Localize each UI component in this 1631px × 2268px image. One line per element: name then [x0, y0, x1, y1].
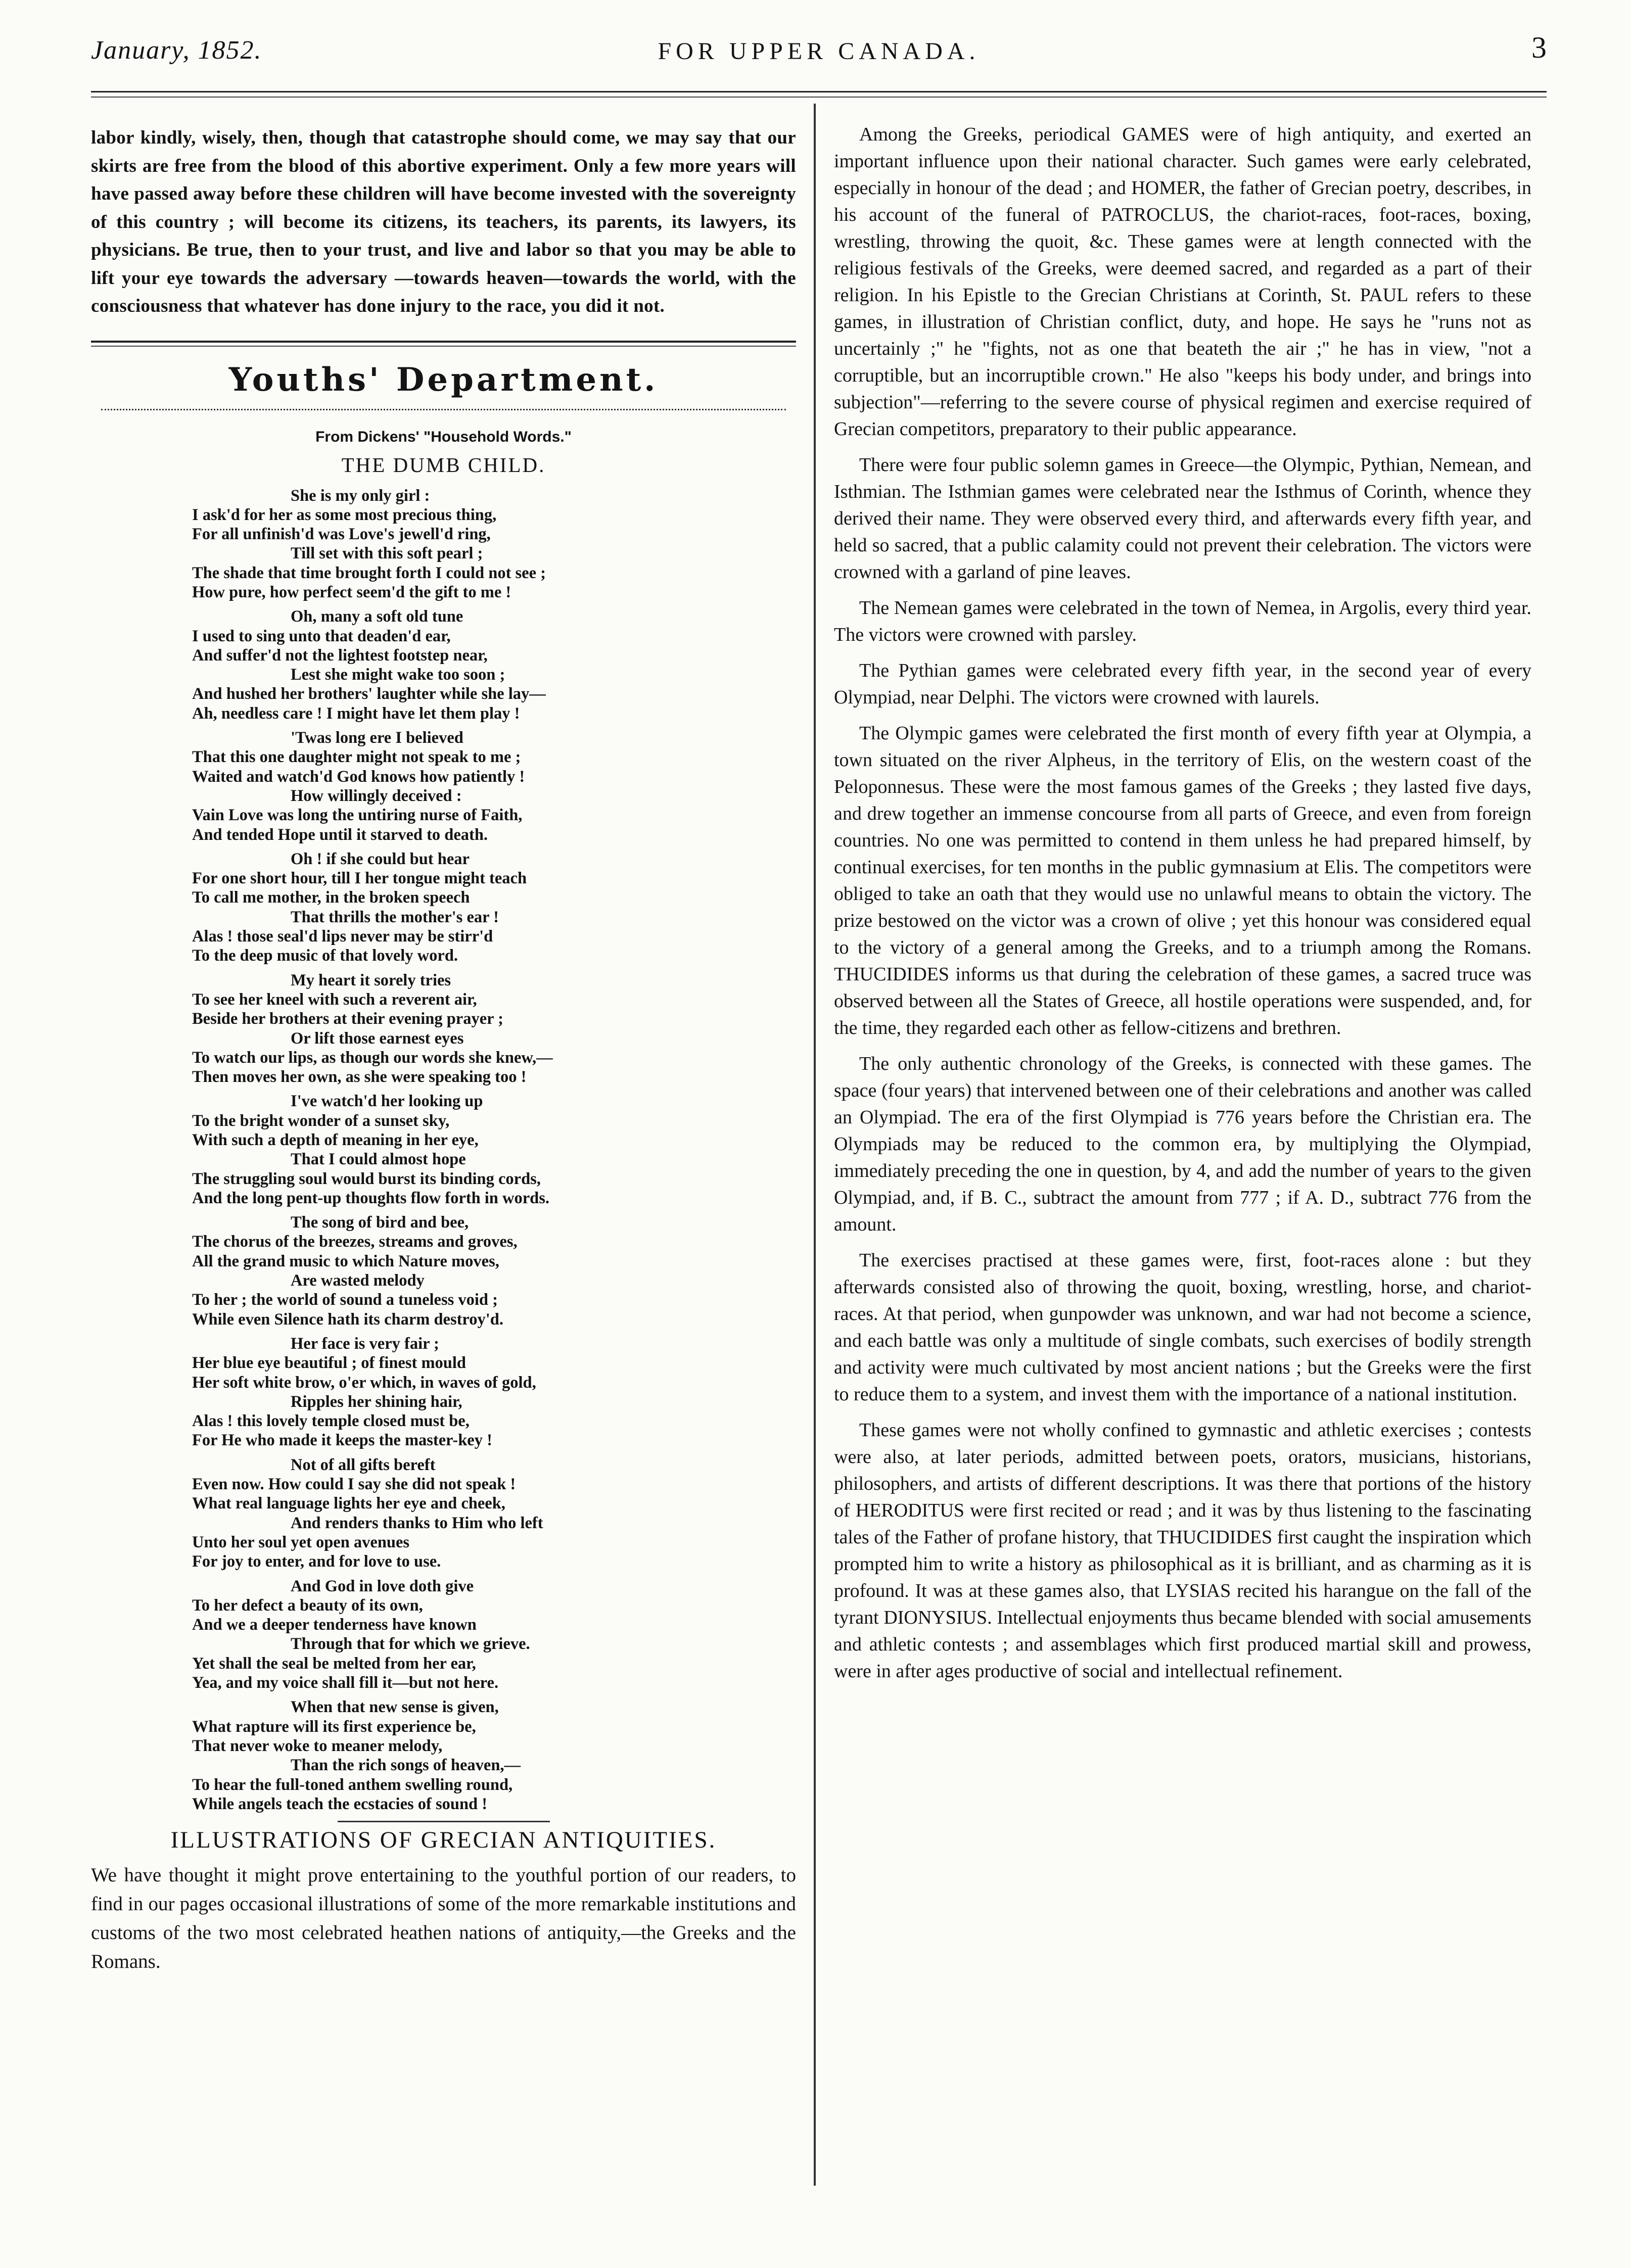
poem-line: When that new sense is given, [291, 1698, 499, 1717]
poem-line: I used to sing unto that deaden'd ear, [192, 627, 451, 645]
poem-line: To the deep music of that lovely word. [192, 947, 458, 965]
poem-line: Then moves her own, as she were speaking too ! [192, 1068, 527, 1086]
wavy-rule [101, 402, 786, 410]
poem-line: Or lift those earnest eyes [291, 1029, 464, 1048]
poem-line: Unto her soul yet open avenues [192, 1533, 410, 1551]
poem-line: Waited and watch'd God knows how patiently ! [192, 767, 525, 786]
article-paragraph: The only authentic chronology of the Greeks, is connected with these games. The space (four years) that intervened between one of their celebrations and another was called an Olympiad. The era of the first Olympiad is 776 years before the Christian era. The Olympiads may be reduced to the common era, by multiplying the Olympiad, immediately preceding the one in question, by 4, and add the number of years to the given Olympiad, and, if B. C., subtract the amount from 777 ; if A. D., subtract 776 from the amount. [834, 1053, 1531, 1235]
poem-stanza [192, 1697, 773, 1814]
poem-line: And hushed her brothers' laughter while she lay— [192, 685, 546, 703]
article-paragraph: The exercises practised at these games were, first, foot-races alone : but they afterwards consisted also of throwing the quoit, boxing, wrestling, horse, and chariot-races. At that period, when gunpowder was unknown, and war had not become a science, and each battle was only a multitude of single combats, such exercises of bodily strength and activity were much cultivated by most ancient nations ; but the Greeks were the first to reduce them to a system, and invest them with the importance of a national institution. [834, 1250, 1531, 1405]
poem-line: Ah, needless care ! I might have let them play ! [192, 704, 520, 723]
poem-line: Oh ! if she could but hear [291, 849, 470, 868]
poem-line: To the bright wonder of a sunset sky, [192, 1111, 450, 1130]
header-date: January, 1852. [91, 36, 262, 65]
column-divider [814, 104, 816, 2186]
poem-line: Than the rich songs of heaven,— [291, 1756, 521, 1775]
poem-line: Vain Love was long the untiring nurse of Faith, [192, 806, 523, 825]
left-column [91, 124, 796, 1976]
poem-stanza [192, 1334, 773, 1450]
essay-paragraph: labor kindly, wisely, then, though that catastrophe should come, we may say that our skirts are free from the blood of this abortive experiment. Only a few more years will have passed away before these children will have become invested with the sovereignty of this country ; will become its citizens, its teachers, its parents, its lawyers, its physicians. Be true, then to your trust, and live and labor so that you may be able to lift your eye towards the adversary —towards heaven—towards the world, with the consciousness that whatever has done injury to the race, you did it not. [91, 127, 796, 316]
antiquities-intro [91, 1861, 796, 1976]
poem-stanza [192, 1577, 773, 1693]
poem-line: Lest she might wake too soon ; [291, 666, 505, 684]
poem-line: While angels teach the ecstacies of sound ! [192, 1794, 488, 1813]
poem-line: The shade that time brought forth I could not see ; [192, 563, 546, 582]
poem-line: The song of bird and bee, [291, 1213, 469, 1232]
poem-line: Even now. How could I say she did not speak ! [192, 1475, 516, 1494]
article-paragraph: The Pythian games were celebrated every fifth year, in the second year of every Olympiad, near Delphi. The victors were crowned with laurels. [834, 660, 1531, 708]
poem-line: I ask'd for her as some most precious thing, [192, 505, 497, 524]
poem-stanza [192, 1455, 773, 1572]
poem-stanza [192, 1092, 773, 1208]
poem-source: From Dickens' "Household Words." [315, 428, 572, 445]
poem-stanza [192, 607, 773, 723]
poem-title: THE DUMB CHILD. [341, 453, 546, 477]
article-paragraph: Among the Greeks, periodical GAMES were of high antiquity, and exerted an important influence upon their national character. Such games were early celebrated, especially in honour of the dead ; and HOMER, the father of Grecian poetry, describes, in his account of the funeral of PATROCLUS, the chariot-races, foot-races, boxing, wrestling, throwing the quoit, &c. These games were at length connected with the religious festivals of the Greeks, were deemed sacred, and regarded as a part of their religion. In his Epistle to the Grecian Christians at Corinth, St. PAUL refers to these games, in illustration of Christian conflict, duty, and hope. He says he "runs not as uncertainly ;" he "fights, not as one that beateth the air ;" he has in view, "not a corruptible, but an incorruptible crown." He also "keeps his body under, and brings into subjection"—referring to the severe course of physical regimen and exercise required of Grecian competitors, preparatory to their public appearance. [834, 124, 1531, 440]
right-column [834, 121, 1531, 1694]
poem-line: For all unfinish'd was Love's jewell'd ring, [192, 525, 491, 544]
poem-line: Alas ! this lovely temple closed must be, [192, 1412, 470, 1431]
poem-line: And suffer'd not the lightest footstep near, [192, 646, 488, 665]
article-paragraph: The Nemean games were celebrated in the town of Nemea, in Argolis, every third year. The victors were crowned with parsley. [834, 597, 1531, 645]
poem-line: My heart it sorely tries [291, 971, 451, 989]
poem-line: To call me mother, in the broken speech [192, 888, 470, 907]
poem-line: Are wasted melody [291, 1271, 425, 1290]
poem-line: Till set with this soft pearl ; [291, 544, 483, 563]
poem-line: For joy to enter, and for love to use. [192, 1552, 441, 1571]
section-rule [91, 341, 796, 347]
poem-line: All the grand music to which Nature moves, [192, 1252, 499, 1270]
poem-line: To see her kneel with such a reverent air, [192, 990, 477, 1009]
intro-paragraph: We have thought it might prove entertaining to the youthful portion of our readers, to find in our pages occasional illustrations of some of the more remarkable institutions and customs of the two most celebrated heathen nations of antiquity,—the Greeks and the Romans. [91, 1864, 796, 1973]
poem-line: What real language lights her eye and cheek, [192, 1494, 505, 1513]
header-rule [91, 91, 1547, 98]
poem-line: That thrills the mother's ear ! [291, 908, 499, 926]
article-paragraph: The Olympic games were celebrated the first month of every fifth year at Olympia, a town situated on the river Alpheus, in the territory of Elis, on the western coast of the Peloponnesus. These were the most famous games of the Greeks ; they lasted five days, and drew together an immense concourse from all parts of Greece, and even from foreign countries. No one was permitted to contend in them unless he had prepared himself, by continual exercises, for ten months in the public gymnasium at Elis. The competitors were obliged to take an oath that they would use no unlawful means to obtain the victory. The prize bestowed on the victor was a crown of olive ; yet this honour was considered equal to the victory of a general among the Greeks, and to a triumph among the Romans. THUCIDIDES informs us that during the celebration of these games, a sacred truce was observed between all the States of Greece, all hostile operations were suspended, and, for the time, they regarded each other as fellow-citizens and brethren. [834, 723, 1531, 1038]
poem-line: Oh, many a soft old tune [291, 607, 463, 626]
poem-line: And tended Hope until it starved to death. [192, 825, 488, 844]
poem-line: Through that for which we grieve. [291, 1635, 530, 1653]
poem-line: Not of all gifts bereft [291, 1455, 436, 1474]
department-title: Youths' Department. [228, 360, 659, 399]
poem-line: She is my only girl : [291, 486, 430, 505]
poem-body [192, 486, 773, 1814]
poem-line: To watch our lips, as though our words she knew,— [192, 1048, 553, 1067]
page-header [91, 30, 1547, 71]
poem-line: The chorus of the breezes, streams and groves, [192, 1233, 518, 1251]
poem-line: To her defect a beauty of its own, [192, 1596, 423, 1615]
poem-stanza [192, 1213, 773, 1329]
poem-line: Her blue eye beautiful ; of finest mould [192, 1354, 466, 1373]
poem-stanza [192, 971, 773, 1087]
poem-line: For one short hour, till I her tongue might teach [192, 869, 527, 888]
poem-line: Her face is very fair ; [291, 1334, 439, 1353]
poem-line: What rapture will its first experience be, [192, 1717, 476, 1736]
header-title: FOR UPPER CANADA. [658, 38, 980, 65]
poem-stanza [192, 486, 773, 602]
short-rule [338, 1821, 550, 1822]
poem-line: That this one daughter might not speak to me ; [192, 748, 521, 767]
poem-line: And God in love doth give [291, 1577, 474, 1595]
poem-line: For He who made it keeps the master-key ! [192, 1431, 492, 1450]
poem-line: Alas ! those seal'd lips never may be stirr'd [192, 927, 493, 946]
page-number: 3 [1531, 31, 1547, 64]
antiquities-title: ILLUSTRATIONS OF GRECIAN ANTIQUITIES. [170, 1827, 717, 1854]
article-paragraph: There were four public solemn games in Greece—the Olympic, Pythian, Nemean, and Isthmian. The Isthmian games were celebrated near the Isthmus of Corinth, whence they derived their name. They were observed every third, and afterwards every fifth year, and held so sacred, that a public calamity could not prevent their celebration. The victors were crowned with a garland of pine leaves. [834, 454, 1531, 583]
poem-line: With such a depth of meaning in her eye, [192, 1131, 479, 1149]
poem-line: The struggling soul would burst its binding cords, [192, 1169, 541, 1188]
poem-line: 'Twas long ere I believed [291, 729, 463, 747]
poem-line: To hear the full-toned anthem swelling round, [192, 1775, 513, 1794]
poem-line: I've watch'd her looking up [291, 1092, 483, 1111]
poem-line: Her soft white brow, o'er which, in waves of gold, [192, 1373, 536, 1392]
poem-stanza [192, 728, 773, 844]
poem-line: And we a deeper tenderness have known [192, 1616, 477, 1634]
poem-line: Yet shall the seal be melted from her ear, [192, 1654, 476, 1673]
article-paragraph: These games were not wholly confined to gymnastic and athletic exercises ; contests were also, at later periods, admitted between poets, orators, musicians, historians, philosophers, and artists of different descriptions. It was there that portions of the history of HERODITUS were first recited or read ; and it was by thus listening to the fascinating tales of the Father of profane history, that THUCIDIDES first caught the inspiration which prompted him to write a history as philosophical as it is brilliant, and as charming as it is profound. It was at these games also, that LYSIAS recited his harangue on the fall of the tyrant DIONYSIUS. Intellectual enjoyments thus became blended with social amusements and athletic contests ; and assemblages which first produced martial skill and prowess, were in after ages productive of social and intellectual refinement. [834, 1420, 1531, 1682]
poem-line: How pure, how perfect seem'd the gift to me ! [192, 583, 511, 601]
poem-line: Yea, and my voice shall fill it—but not here. [192, 1674, 499, 1692]
poem-line: To her ; the world of sound a tuneless void ; [192, 1291, 498, 1309]
poem-line: How willingly deceived : [291, 786, 462, 805]
poem-line: And renders thanks to Him who left [291, 1514, 543, 1532]
poem-line: That I could almost hope [291, 1150, 466, 1169]
poem-stanza [192, 849, 773, 966]
poem-line: Ripples her shining hair, [291, 1392, 462, 1411]
poem-line: While even Silence hath its charm destroy'd. [192, 1310, 503, 1329]
poem-line: That never woke to meaner melody, [192, 1736, 443, 1755]
essay-continuation [91, 124, 796, 320]
poem-line: Beside her brothers at their evening prayer ; [192, 1010, 503, 1028]
poem-line: And the long pent-up thoughts flow forth in words. [192, 1189, 550, 1207]
